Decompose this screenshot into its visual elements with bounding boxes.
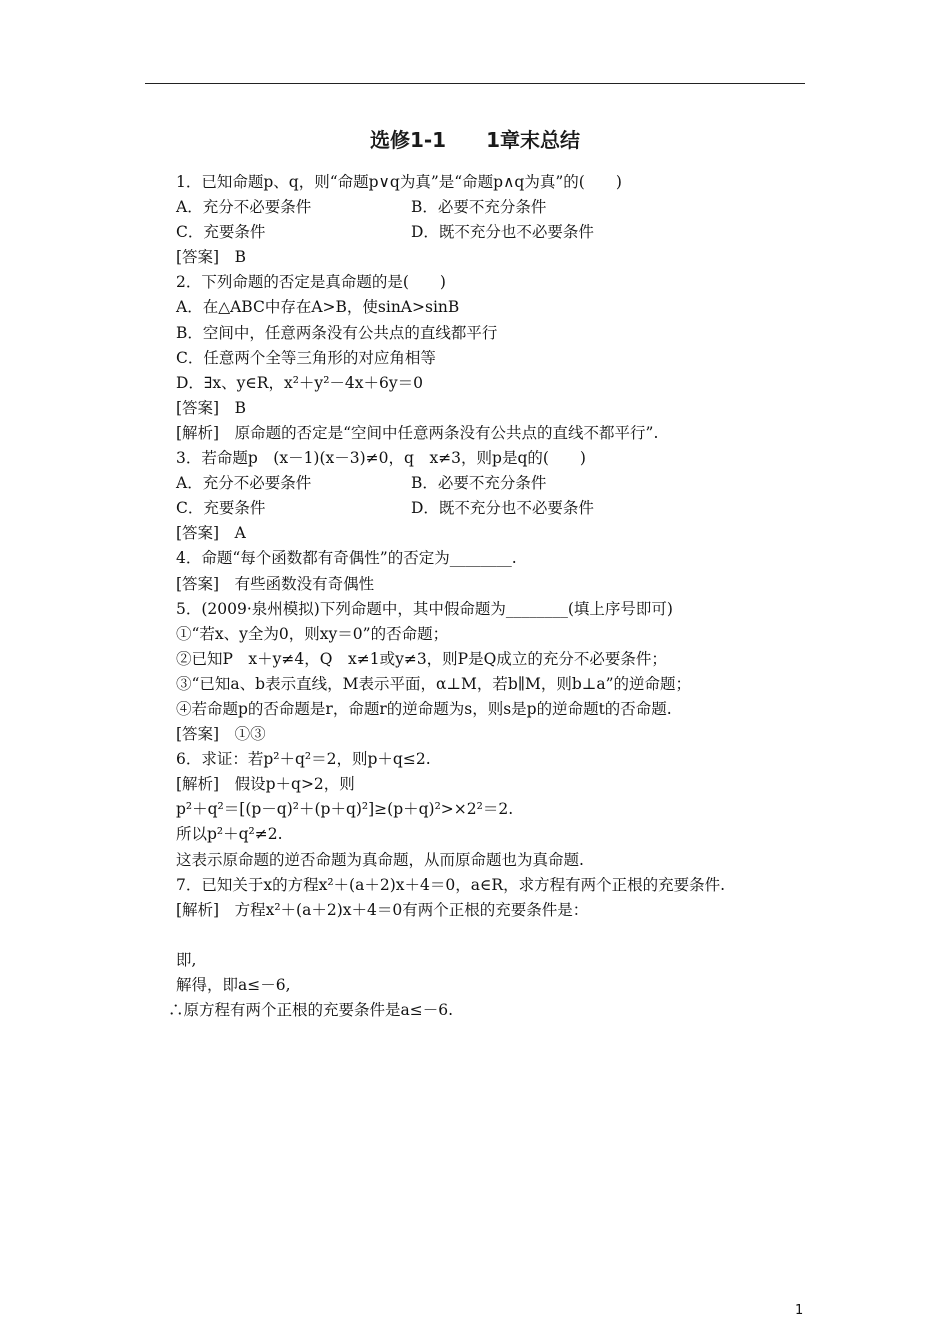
- text-line: [176, 697, 796, 722]
- line-text: [解析] 假设p＋q>2，则: [176, 775, 355, 794]
- document-body: [168, 170, 796, 1023]
- text-line: [176, 396, 796, 421]
- text-line: [176, 446, 796, 471]
- line-text: [答案] 有些函数没有奇偶性: [176, 574, 375, 593]
- line-text: A．充分不必要条件: [176, 198, 312, 217]
- text-line: [176, 822, 796, 847]
- text-line: [176, 572, 796, 597]
- line-text: D．∃x、y∈R，x²＋y²－4x＋6y＝0: [176, 373, 423, 392]
- text-line: [176, 898, 796, 923]
- text-line: [176, 622, 796, 647]
- line-text: 这表示原命题的逆否命题为真命题，从而原命题也为真命题.: [176, 850, 584, 869]
- text-line: [176, 371, 796, 396]
- line-text: ③“已知a、b表示直线，M表示平面，α⊥M，若b∥M，则b⊥a”的逆命题；: [176, 674, 691, 693]
- line-text: ④若命题p的否命题是r，命题r的逆命题为s，则s是p的逆命题t的否命题.: [176, 699, 672, 718]
- page-title: 选修1-1 1章末总结: [369, 128, 581, 152]
- line-text: ②已知P x＋y≠4，Q x≠1或y≠3，则P是Q成立的充分不必要条件；: [176, 649, 667, 668]
- text-line: [176, 346, 796, 371]
- line-text: p²＋q²＝[(p－q)²＋(p＋q)²]≥(p＋q)²>×2²＝2.: [176, 800, 514, 819]
- text-line: [176, 873, 796, 898]
- text-line: [176, 471, 796, 496]
- text-line: [176, 546, 796, 571]
- text-line: [176, 722, 796, 747]
- option-right-column: B．必要不充分条件: [411, 474, 547, 493]
- text-line: [168, 998, 796, 1023]
- line-text: A．在△ABC中存在A>B，使sinA>sinB: [176, 298, 460, 317]
- page-number: 1: [795, 1303, 804, 1318]
- option-right-column: D．既不充分也不必要条件: [411, 223, 594, 242]
- line-text: 即,: [176, 950, 197, 969]
- line-text: 5．(2009·泉州模拟)下列命题中，其中假命题为________(填上序号即可): [176, 599, 673, 618]
- text-line: [176, 672, 796, 697]
- line-text: 6．求证：若p²＋q²＝2，则p＋q≤2.: [176, 750, 431, 769]
- text-line: [176, 270, 796, 295]
- line-text: ①“若x、y全为0，则xy＝0”的否命题；: [176, 624, 449, 643]
- line-text: [答案] B: [176, 248, 246, 267]
- text-line: [176, 923, 796, 948]
- text-line: [176, 496, 796, 521]
- text-line: [176, 597, 796, 622]
- line-text: 4．命题“每个函数都有奇偶性”的否定为________.: [176, 549, 517, 568]
- line-text: 3．若命题p (x－1)(x－3)≠0，q x≠3，则p是q的( ): [176, 449, 586, 468]
- text-line: [176, 772, 796, 797]
- text-line: [176, 797, 796, 822]
- text-line: [176, 321, 796, 346]
- text-line: [176, 521, 796, 546]
- text-line: [176, 245, 796, 270]
- option-right-column: B．必要不充分条件: [411, 198, 547, 217]
- text-line: [176, 973, 796, 998]
- text-line: [176, 747, 796, 772]
- text-line: [176, 948, 796, 973]
- line-text: [解析] 原命题的否定是“空间中任意两条没有公共点的直线不都平行”.: [176, 423, 659, 442]
- text-line: [176, 421, 796, 446]
- line-text: [答案] B: [176, 398, 246, 417]
- line-text: ∴原方程有两个正根的充要条件是a≤－6.: [168, 1001, 454, 1020]
- line-text: C．充要条件: [176, 499, 266, 518]
- line-text: 解得，即a≤－6,: [176, 976, 291, 994]
- line-text: C．充要条件: [176, 223, 266, 242]
- line-text: A．充分不必要条件: [176, 474, 312, 493]
- header-rule: [145, 83, 805, 84]
- line-text: 7．已知关于x的方程x²＋(a＋2)x＋4＝0，a∈R，求方程有两个正根的充要条件.: [176, 875, 726, 894]
- line-text: [解析] 方程x²＋(a＋2)x＋4＝0有两个正根的充要条件是：: [176, 900, 589, 919]
- text-line: [176, 170, 796, 195]
- line-text: 1．已知命题p、q，则“命题p∨q为真”是“命题p∧q为真”的( ): [176, 173, 622, 191]
- line-text: [答案] A: [176, 524, 246, 543]
- line-text: [答案] ①③: [176, 725, 266, 744]
- option-right-column: D．既不充分也不必要条件: [411, 499, 594, 518]
- line-text: B．空间中，任意两条没有公共点的直线都平行: [176, 323, 498, 342]
- line-text: C．任意两个全等三角形的对应角相等: [176, 348, 436, 367]
- text-line: [176, 295, 796, 320]
- text-line: [176, 647, 796, 672]
- line-text: 所以p²＋q²≠2.: [176, 825, 283, 844]
- text-line: [176, 848, 796, 873]
- line-text: 2．下列命题的否定是真命题的是( ): [176, 273, 446, 292]
- text-line: [176, 220, 796, 245]
- text-line: [176, 195, 796, 220]
